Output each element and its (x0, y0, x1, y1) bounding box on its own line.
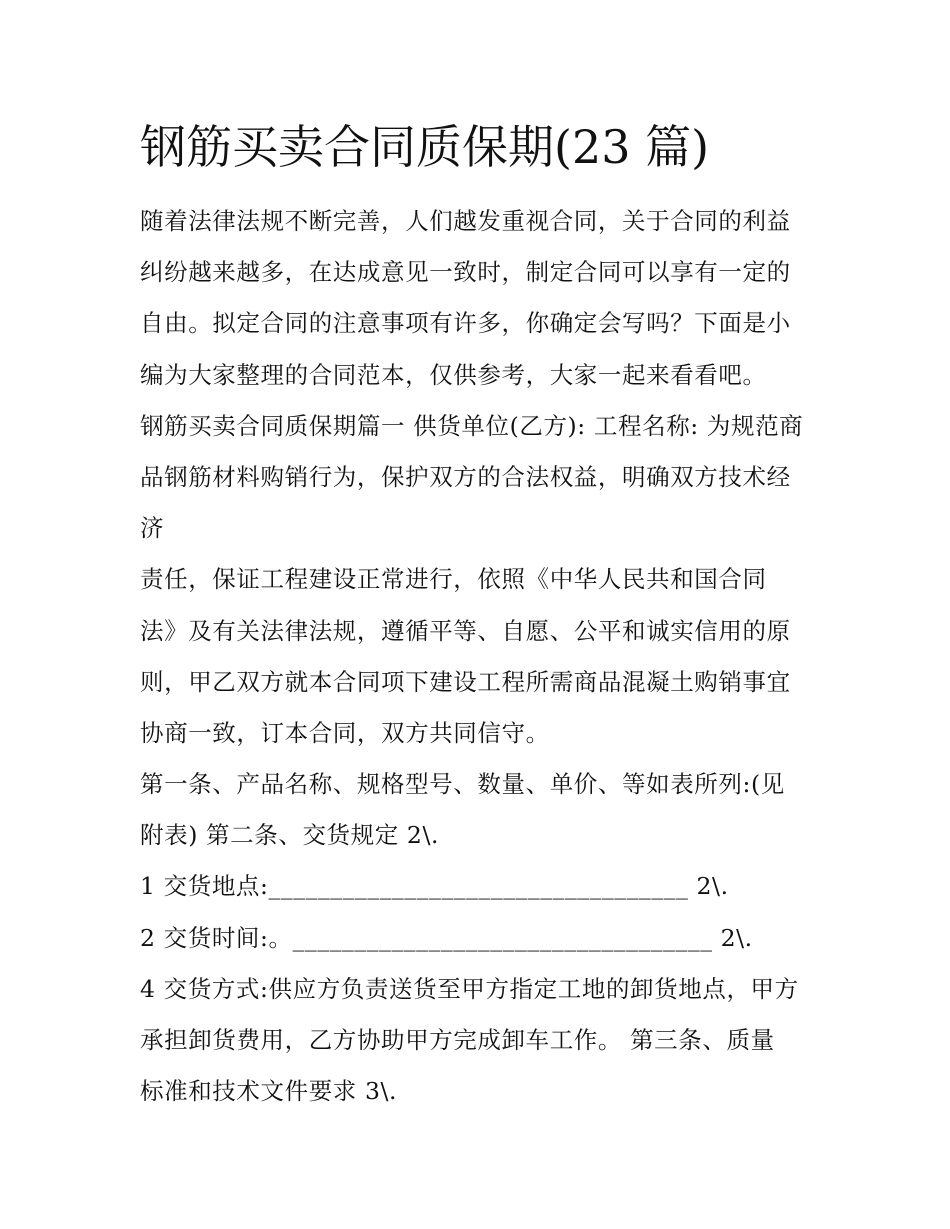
body-line: 法》及有关法律法规，遵循平等、自愿、公平和诚实信用的原 (140, 616, 791, 645)
document-body (140, 196, 820, 1117)
body-line: 随着法律法规不断完善，人们越发重视合同，关于合同的利益 (140, 207, 791, 235)
body-line: 自由。拟定合同的注意事项有许多，你确定会写吗？下面是小 (140, 309, 791, 338)
body-line: 4 交货方式:供应方负责送货至甲方指定工地的卸货地点，甲方 (140, 974, 799, 1003)
body-line: 济 (140, 514, 165, 543)
body-line: 协商一致，订本合同，双方共同信守。 (140, 718, 550, 747)
body-line: 品钢筋材料购销行为，保护双方的合法权益，明确双方技术经 (140, 462, 791, 491)
body-line: 标准和技术文件要求 3\. (140, 1077, 398, 1106)
body-line: 编为大家整理的合同范本，仅供参考，大家一起来看看吧。 (140, 360, 767, 389)
body-line: 1 交货地点:__________________________________ 2\. (140, 872, 729, 901)
document-title: 钢筋买卖合同质保期(23 篇) (140, 120, 710, 174)
body-line: 纠纷越来越多，在达成意见一致时，制定合同可以享有一定的 (140, 258, 791, 287)
body-line: 2 交货时间:。__________________________________ 2\. (140, 923, 753, 952)
body-line: 第一条、产品名称、规格型号、数量、单价、等如表所列:(见 (140, 770, 785, 799)
body-line: 承担卸货费用，乙方协助甲方完成卸车工作。 第三条、质量 (140, 1026, 775, 1054)
body-line: 钢筋买卖合同质保期篇一 供货单位(乙方): 工程名称: 为规范商 (140, 411, 804, 440)
body-line: 责任，保证工程建设正常进行，依照《中华人民共和国合同 (140, 565, 767, 594)
body-line: 则，甲乙双方就本合同项下建设工程所需商品混凝土购销事宜 (140, 667, 791, 696)
body-line: 附表) 第二条、交货规定 2\. (140, 821, 440, 850)
